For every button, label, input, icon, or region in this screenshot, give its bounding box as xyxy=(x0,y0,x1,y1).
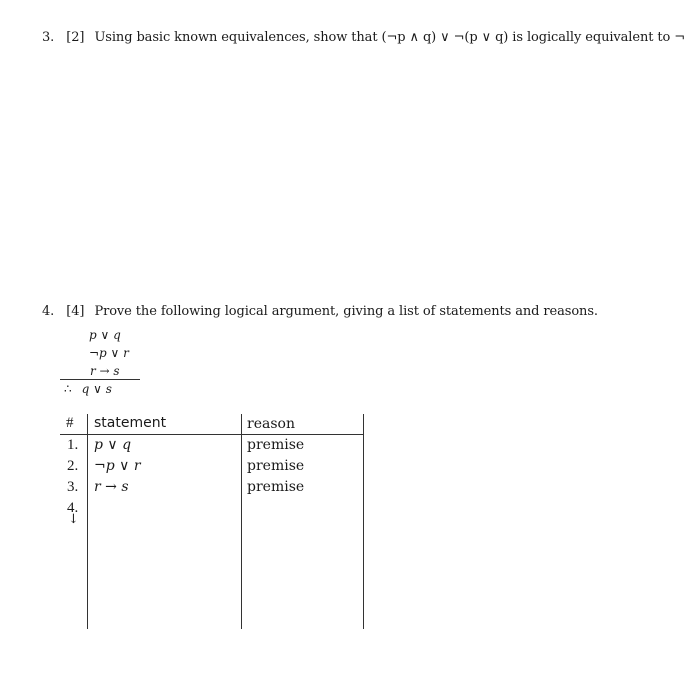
arrow-down-icon: ↓ xyxy=(68,512,79,527)
row-3-reason: premise xyxy=(247,479,305,495)
question-3-text: Using basic known equivalences, show that (¬p ∧ q) ∨ ¬(p ∨ q) is logically equivalent to ¬ xyxy=(94,30,685,45)
row-1-reason: premise xyxy=(247,437,305,453)
premise-1: p ∨ q xyxy=(89,328,121,342)
header-reason: reason xyxy=(247,416,295,432)
question-4-text: Prove the following logical argument, giving a list of statements and reasons. xyxy=(94,304,598,319)
question-3-number: 3. xyxy=(42,30,55,45)
premise-2: ¬p ∨ r xyxy=(89,346,129,360)
question-4-points: [4] xyxy=(66,304,85,319)
row-3-statement: r → s xyxy=(94,479,129,495)
therefore-symbol: ∴ xyxy=(64,382,72,396)
row-4-num: 4. xyxy=(67,500,79,516)
row-3-num: 3. xyxy=(67,479,79,495)
row-2-statement: ¬p ∨ r xyxy=(94,458,141,474)
argument-rule xyxy=(60,379,140,380)
table-divider-num xyxy=(87,414,88,629)
question-3 xyxy=(42,30,685,45)
header-num: # xyxy=(66,415,74,431)
row-1-statement: p ∨ q xyxy=(94,437,132,453)
table-divider-statement xyxy=(241,414,242,629)
row-1-num: 1. xyxy=(67,437,79,453)
table-header-rule xyxy=(60,434,364,435)
question-4-number: 4. xyxy=(42,304,55,319)
premise-3: r → s xyxy=(90,364,120,378)
conclusion xyxy=(64,382,112,396)
question-3-points: [2] xyxy=(66,30,85,45)
table-right-border xyxy=(363,414,364,629)
conclusion-text: q ∨ s xyxy=(81,382,112,396)
header-statement: statement xyxy=(94,415,167,431)
question-4 xyxy=(42,304,598,319)
row-2-num: 2. xyxy=(67,458,79,474)
row-2-reason: premise xyxy=(247,458,305,474)
